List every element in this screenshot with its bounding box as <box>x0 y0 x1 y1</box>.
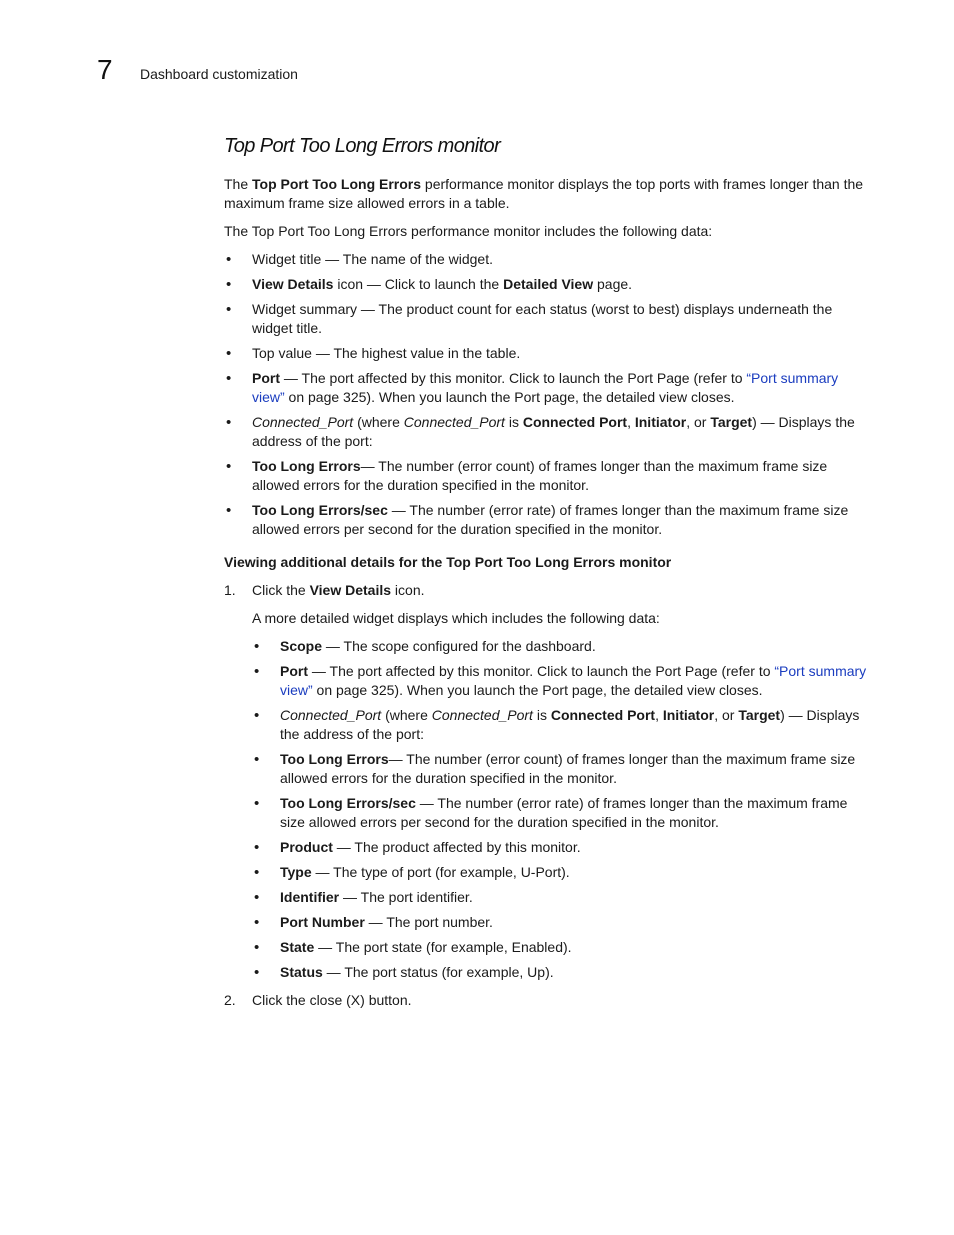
detail-desc-port-number: — The port number. <box>364 914 493 930</box>
term-too-long-errors: Too Long Errors <box>252 458 361 474</box>
list-item-port <box>224 369 874 407</box>
cp-text-4: , or <box>686 414 711 430</box>
detail-item-status <box>252 963 874 982</box>
detail-cp-text-2: is <box>532 707 551 723</box>
chapter-title: Dashboard customization <box>140 66 298 82</box>
detail-cp-term-2: Connected_Port <box>431 707 533 723</box>
step-1 <box>224 581 874 982</box>
cp-text-5: ) — Displays the address of the port: <box>252 414 855 449</box>
intro-paragraph-2: The Top Port Too Long Errors performance monitor includes the following data: <box>224 223 713 239</box>
step-1-number: 1. <box>224 582 236 598</box>
cp-text-3: , <box>627 414 635 430</box>
detail-cp-target: Target <box>738 707 781 723</box>
list-item-too-long-errors-sec <box>224 501 874 539</box>
term-detailed-view: Detailed View <box>503 276 594 292</box>
detail-item-scope <box>252 637 874 656</box>
cp-text-1: (where <box>353 414 404 430</box>
detail-desc-product: — The product affected by this monitor. <box>332 839 581 855</box>
detail-item-too-long-errors-sec <box>252 794 874 832</box>
detail-item-port <box>252 662 874 700</box>
step-1-text-a: Click the <box>252 582 310 598</box>
subsection-title: Viewing additional details for the Top Port Too Long Errors monitor <box>224 554 672 570</box>
detail-item-state <box>252 938 874 957</box>
detail-desc-port-1: — The port affected by this monitor. Click to launch the Port Page (refer to <box>308 663 775 679</box>
intro-monitor-name: Top Port Too Long Errors <box>252 176 422 192</box>
page-content <box>224 134 874 1019</box>
detail-term-status: Status <box>280 964 323 980</box>
list-item-connected-port <box>224 413 874 451</box>
step-2 <box>224 991 874 1010</box>
detail-cp-initiator: Initiator <box>662 707 715 723</box>
list-item-widget-title: • Widget title — The name of the widget. <box>224 250 874 269</box>
detail-desc-port-2: on page 325). When you launch the Port page, the detailed view closes. <box>312 682 763 698</box>
detail-cp-text-1: (where <box>381 707 432 723</box>
intro-text-end: performance monitor displays the top ports with frames longer than the maximum frame size allowed errors in a table. <box>224 176 864 211</box>
intro-text-start: The <box>224 176 253 192</box>
term-connected-port: Connected_Port <box>252 414 354 430</box>
detail-desc-status: — The port status (for example, Up). <box>322 964 554 980</box>
detail-term-scope: Scope <box>280 638 323 654</box>
detail-cp-text-4: , or <box>714 707 739 723</box>
detail-term-connected-port: Connected_Port <box>280 707 382 723</box>
detail-desc-state: — The port state (for example, Enabled). <box>314 939 572 955</box>
list-item-too-long-errors <box>224 457 874 495</box>
detail-cp-connected-port: Connected Port <box>550 707 656 723</box>
detail-term-state: State <box>280 939 315 955</box>
list-item-view-details <box>224 275 874 294</box>
detail-term-product: Product <box>280 839 333 855</box>
term-view-details: View Details <box>252 276 334 292</box>
step-1-description: A more detailed widget displays which includes the following data: <box>252 610 660 626</box>
cp-term-2: Connected_Port <box>403 414 505 430</box>
detail-data-list <box>252 637 874 982</box>
chapter-number: 7 <box>97 54 113 85</box>
step-1-text <box>252 581 874 600</box>
port-summary-view-link[interactable]: “Port summary view” <box>252 370 839 405</box>
detail-term-port: Port <box>280 663 308 679</box>
intro-paragraph <box>224 175 874 213</box>
detail-term-type: Type <box>280 864 312 880</box>
step-1-text-c: icon. <box>391 582 425 598</box>
desc-view-details-1: icon — Click to launch the <box>333 276 504 292</box>
list-item-widget-summary: • Widget summary — The product count for each status (worst to best) displays underneath the widget title. <box>224 300 874 338</box>
detail-term-too-long-errors: Too Long Errors <box>280 751 389 767</box>
detail-desc-too-long-errors: — The number (error count) of frames longer than the maximum frame size allowed errors for the duration specified in the monitor. <box>280 751 856 786</box>
cp-text-2: is <box>504 414 523 430</box>
detail-item-product <box>252 838 874 857</box>
detail-item-identifier <box>252 888 874 907</box>
detail-item-too-long-errors <box>252 750 874 788</box>
step-2-text: Click the close (X) button. <box>252 992 412 1008</box>
term-too-long-errors-sec: Too Long Errors/sec <box>252 502 388 518</box>
detail-item-connected-port <box>252 706 874 744</box>
detail-item-type <box>252 863 874 882</box>
desc-too-long-errors: — The number (error count) of frames longer than the maximum frame size allowed errors for the duration specified in the monitor. <box>252 458 828 493</box>
section-title: Top Port Too Long Errors monitor <box>224 135 501 157</box>
term-port: Port <box>252 370 280 386</box>
cp-initiator: Initiator <box>634 414 687 430</box>
detail-desc-identifier: — The port identifier. <box>339 889 473 905</box>
cp-target: Target <box>710 414 753 430</box>
detail-desc-too-long-errors-sec: — The number (error rate) of frames longer than the maximum frame size allowed errors per second for the duration specified in the monitor. <box>280 795 848 830</box>
detail-port-summary-view-link[interactable]: “Port summary view” <box>280 663 867 698</box>
step-1-view-details: View Details <box>309 582 392 598</box>
detail-cp-text-3: , <box>655 707 663 723</box>
detail-term-identifier: Identifier <box>280 889 340 905</box>
detail-cp-text-5: ) — Displays the address of the port: <box>280 707 860 742</box>
desc-port-2: on page 325). When you launch the Port page, the detailed view closes. <box>284 389 735 405</box>
cp-connected-port: Connected Port <box>522 414 628 430</box>
desc-port-1: — The port affected by this monitor. Click to launch the Port Page (refer to <box>280 370 747 386</box>
detail-term-port-number: Port Number <box>280 914 365 930</box>
desc-too-long-errors-sec: — The number (error rate) of frames longer than the maximum frame size allowed errors per second for the duration specified in the monitor. <box>252 502 849 537</box>
detail-term-too-long-errors-sec: Too Long Errors/sec <box>280 795 416 811</box>
data-list <box>224 250 874 539</box>
step-2-number: 2. <box>224 992 236 1008</box>
desc-view-details-2: page. <box>593 276 633 292</box>
detail-item-port-number <box>252 913 874 932</box>
list-item-top-value: • Top value — The highest value in the table. <box>224 344 874 363</box>
detail-desc-scope: — The scope configured for the dashboard. <box>322 638 596 654</box>
detail-desc-type: — The type of port (for example, U-Port). <box>311 864 570 880</box>
